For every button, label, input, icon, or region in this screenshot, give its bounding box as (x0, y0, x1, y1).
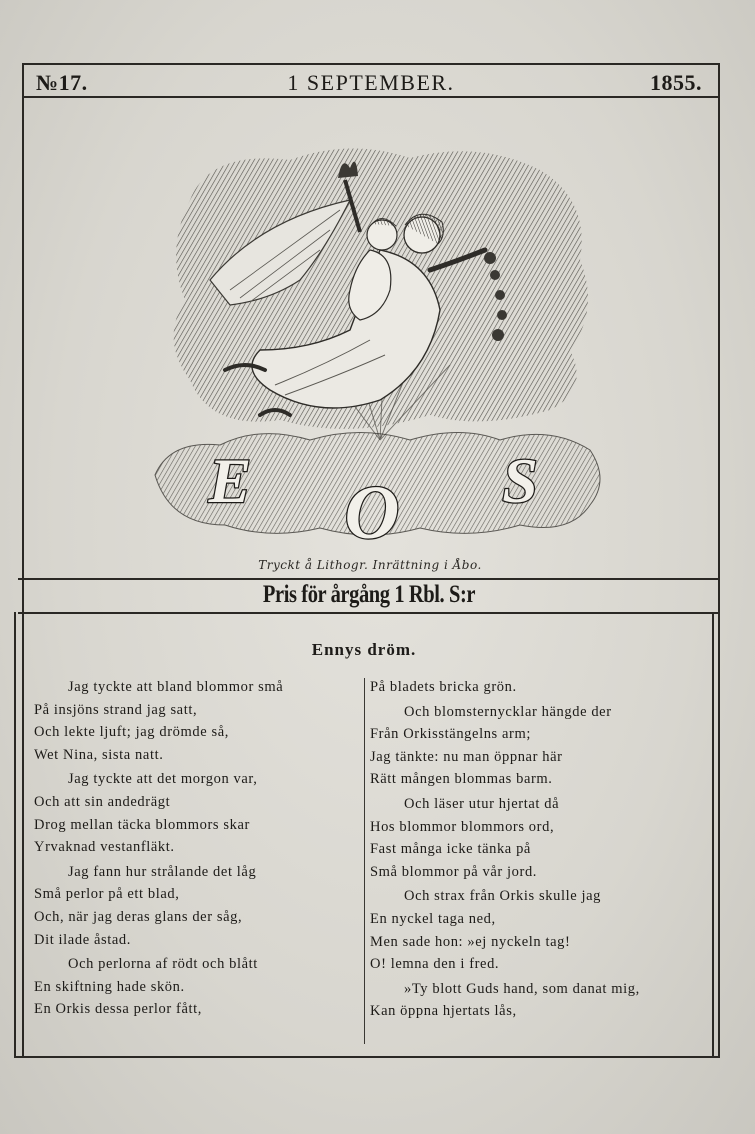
masthead-vignette (150, 140, 605, 560)
poem-line: Och, när jag deras glans der såg, (34, 908, 243, 925)
poem-line: »Ty blott Guds hand, som danat mig, (404, 980, 640, 997)
poem-line: Och strax från Orkis skulle jag (404, 888, 601, 905)
poem-line: Kan öppna hjertats lås, (370, 1003, 517, 1020)
poem-line: Och lekte ljuft; jag drömde så, (34, 724, 229, 741)
title-letter-e: E (208, 445, 252, 516)
stanza (370, 676, 706, 699)
poem-line: Och perlorna af rödt och blått (68, 956, 258, 973)
stanza (34, 953, 360, 1021)
stanza (370, 701, 706, 791)
issue-number: №17. (36, 70, 88, 95)
poem-column-right (370, 676, 706, 1025)
stanza (34, 676, 360, 766)
issue-year: 1855. (650, 70, 702, 95)
poem-line: Dit ilade åstad. (34, 931, 131, 948)
poem-line: Små perlor på ett blad, (34, 886, 180, 903)
stanza (370, 885, 706, 975)
poem-line: En skiftning hade skön. (34, 978, 185, 995)
poem-line: På bladets bricka grön. (370, 679, 517, 695)
angel-cherub-illustration (150, 140, 605, 560)
stanza (34, 861, 360, 951)
poem-line: Jag tyckte att bland blommor små (68, 679, 284, 695)
poem-column-left (34, 676, 360, 1023)
poem-line: På insjöns strand jag satt, (34, 701, 198, 718)
poem-line: Drog mellan täcka blommors skar (34, 816, 250, 833)
poem-line: En nyckel taga ned, (370, 910, 496, 927)
issue-header (24, 64, 718, 98)
border-line (14, 612, 16, 1056)
poem-line: Men sade hon: »ej nyckeln tag! (370, 933, 571, 950)
poem-line: Små blommor på vår jord. (370, 863, 538, 880)
border-line (712, 612, 714, 1058)
border-line (14, 1056, 714, 1058)
column-divider (364, 678, 365, 1044)
poem-line: Jag tyckte att det morgon var, (68, 771, 258, 788)
poem-line: En Orkis dessa perlor fått, (34, 1001, 203, 1018)
poem-line: Och blomsternycklar hängde der (404, 703, 612, 720)
lithograph-imprint: Tryckt å Lithogr. Inrättning i Åbo. (258, 558, 482, 572)
poem-line: Från Orkisstängelns arm; (370, 726, 531, 743)
poem-title: Ennys dröm. (311, 640, 417, 659)
subscription-price-bar (18, 578, 720, 614)
title-letter-o: O (344, 471, 400, 555)
issue-date: 1 SEPTEMBER. (287, 70, 455, 95)
poem-line: Fast många icke tänka på (370, 841, 531, 858)
poem-line: O! lemna den i fred. (370, 956, 500, 973)
poem-line: Jag tänkte: nu man öppnar här (370, 748, 563, 765)
stanza (34, 768, 360, 858)
poem-line: Jag fann hur strålande det låg (68, 863, 257, 880)
poem-line: Och att sin andedrägt (34, 793, 171, 810)
poem-line: Wet Nina, sista natt. (34, 746, 164, 763)
stanza (370, 978, 706, 1023)
poem-line: Och läser utur hjertat då (404, 795, 560, 812)
poem-line: Yrvaknad vestanfläkt. (34, 839, 175, 856)
title-letter-s: S (502, 445, 538, 516)
poem-line: Rätt mången blommas barm. (370, 771, 553, 788)
subscription-price: Pris för årgång 1 Rbl. S:r (262, 581, 476, 608)
stanza (370, 793, 706, 883)
poem-line: Hos blommor blommors ord, (370, 818, 555, 835)
